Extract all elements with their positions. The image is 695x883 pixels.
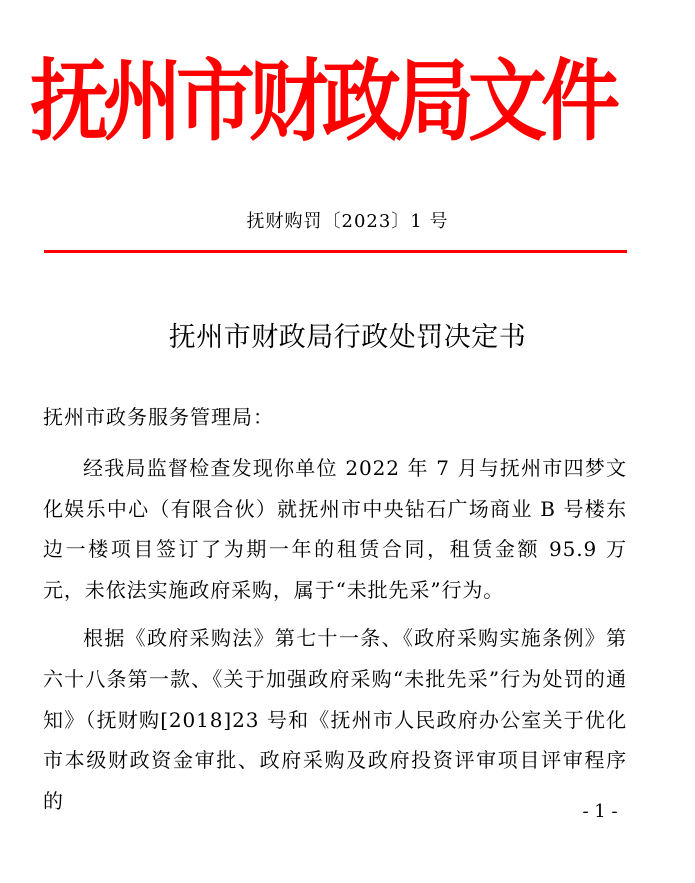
- addressee: 抚州市政务服务管理局：: [43, 405, 274, 429]
- red-divider-line: [44, 250, 627, 253]
- document-body: [43, 448, 627, 829]
- document-heading: 抚州市财政局行政处罚决定书: [168, 322, 527, 353]
- body-paragraph: 根据《政府采购法》第七十一条、《政府采购实施条例》第六十八条第一款、《关于加强政府采购“未批先采”行为处罚的通知》（抚财购[2018]23 号和《抚州市人民政府办公室关于优化市本级财政资金审批、政府采购及政府投资评审项目评审程序的: [43, 626, 627, 813]
- document-number: 抚财购罚〔2023〕1 号: [246, 211, 449, 232]
- body-paragraph: 经我局监督检查发现你单位 2022 年 7 月与抚州市四梦文化娱乐中心（有限合伙）就抚州市中央钻石广场商业 B 号楼东边一楼项目签订了为期一年的租赁合同，租赁金额 95.9 万元，未依法实施政府采购，属于“未批先采”行为。: [43, 456, 627, 602]
- document-header-title: 抚州市财政局文件: [30, 50, 614, 154]
- page-number: - 1 -: [582, 801, 618, 822]
